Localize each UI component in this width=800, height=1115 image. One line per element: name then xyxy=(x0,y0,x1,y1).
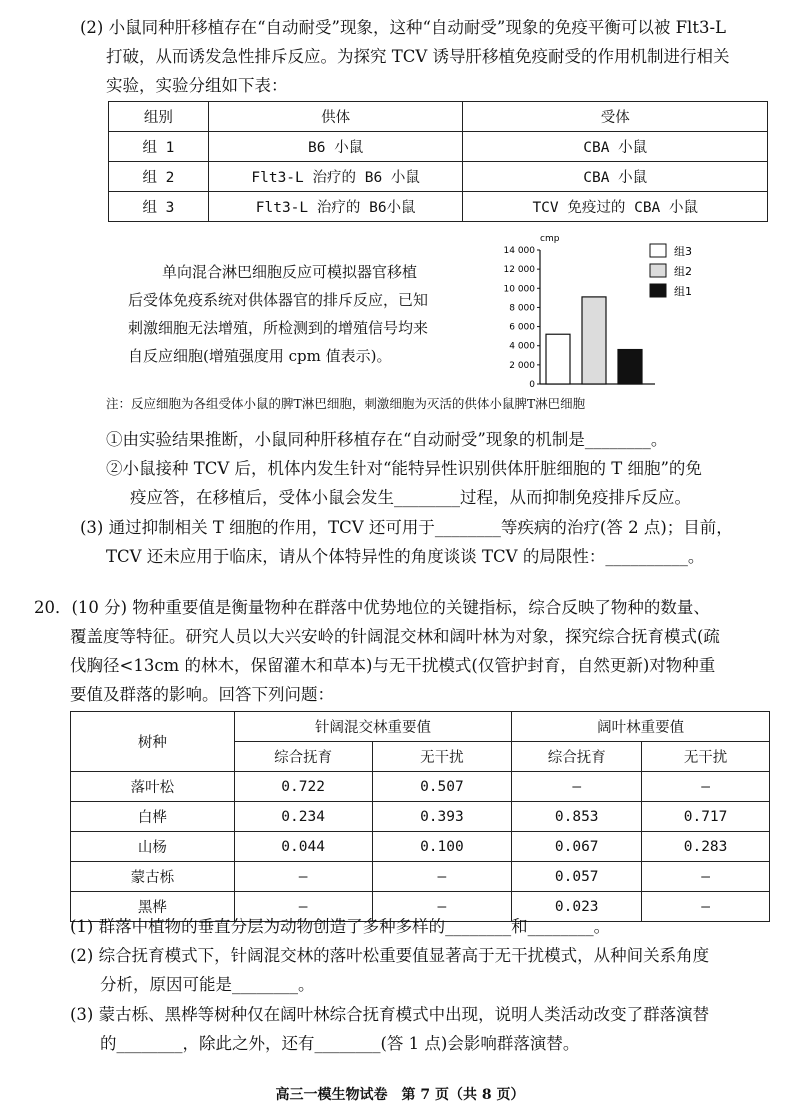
question-1: ①由实验结果推断，小鼠同种肝移植存在“自动耐受”现象的机制是________。 xyxy=(106,430,668,449)
y-tick-label: 10 000 xyxy=(503,284,535,295)
y-axis-label: cmp xyxy=(540,234,560,244)
table-cell: 0.067 xyxy=(512,832,642,862)
page-footer: 高三一模生物试卷 第 7 页（共 8 页） xyxy=(275,1087,525,1103)
table-cell: 0.057 xyxy=(512,862,642,892)
q20-sub3-line1: (3) 蒙古栎、黑桦等树种仅在阔叶林综合抚育模式中出现，说明人类活动改变了群落演替 xyxy=(70,1005,710,1024)
header-donor: 供体 xyxy=(208,102,463,132)
subheader: 无干扰 xyxy=(642,742,770,772)
table-cell: 0.023 xyxy=(512,892,642,922)
table-cell: CBA 小鼠 xyxy=(463,132,768,162)
species-cell: 山杨 xyxy=(71,832,235,862)
table-cell: 0.853 xyxy=(512,802,642,832)
table-cell: – xyxy=(642,892,770,922)
table-row xyxy=(71,802,770,832)
bar-3 xyxy=(618,350,642,384)
bar-1 xyxy=(546,334,570,384)
species-cell: 落叶松 xyxy=(71,772,235,802)
table-cell: 0.100 xyxy=(372,832,512,862)
subheader: 无干扰 xyxy=(372,742,512,772)
q20-sub2-line1: (2) 综合抚育模式下，针阔混交林的落叶松重要值显著高于无干扰模式，从种间关系角度 xyxy=(70,946,710,965)
subheader: 综合抚育 xyxy=(234,742,372,772)
table-cell: – xyxy=(234,892,372,922)
legend-swatch xyxy=(650,244,666,257)
species-cell: 蒙古栎 xyxy=(71,862,235,892)
legend-swatch xyxy=(650,264,666,277)
bars xyxy=(546,297,642,384)
header-broadleaf-forest: 阔叶林重要值 xyxy=(512,712,770,742)
section2-line3: 实验，实验分组如下表： xyxy=(106,76,288,95)
bar-2 xyxy=(582,297,606,384)
legend xyxy=(650,244,692,298)
table-cell: B6 小鼠 xyxy=(208,132,463,162)
table-row xyxy=(71,772,770,802)
table-cell: 0.393 xyxy=(372,802,512,832)
species-cell: 黑桦 xyxy=(71,892,235,922)
y-tick-label: 12 000 xyxy=(503,265,535,276)
q20-sub1: (1) 群落中植物的垂直分层为动物创造了多种多样的________和________。 xyxy=(70,917,611,936)
table-header-row xyxy=(109,102,768,132)
table-cell: – xyxy=(372,892,512,922)
table-cell: – xyxy=(642,772,770,802)
legend-swatch xyxy=(650,284,666,297)
species-cell: 白桦 xyxy=(71,802,235,832)
q20-sub2-line2: 分析，原因可能是________。 xyxy=(100,975,315,994)
header-mixed-forest: 针阔混交林重要值 xyxy=(234,712,512,742)
table-cell: 0.722 xyxy=(234,772,372,802)
y-tick-label: 8 000 xyxy=(509,303,535,314)
q20-line1: 20．(10 分) 物种重要值是衡量物种在群落中优势地位的关键指标，综合反映了物种的数量、 xyxy=(34,598,710,617)
table-row xyxy=(109,132,768,162)
subheader: 综合抚育 xyxy=(512,742,642,772)
y-tick-label: 14 000 xyxy=(503,246,535,256)
table-cell: CBA 小鼠 xyxy=(463,162,768,192)
q20-sub3-line2: 的________，除此之外，还有________(答 1 点)会影响群落演替。 xyxy=(100,1034,580,1053)
table-cell: 0.717 xyxy=(642,802,770,832)
legend-label: 组3 xyxy=(674,245,692,258)
chart-text-line3: 刺激细胞无法增殖，所检测到的增殖信号均来 xyxy=(128,319,429,337)
chart-text-line2: 后受体免疫系统对供体器官的排斥反应，已知 xyxy=(128,291,429,309)
table-cell: 组 3 xyxy=(109,192,209,222)
table-row xyxy=(109,192,768,222)
table-header-row xyxy=(71,712,770,742)
section2-line1: (2) 小鼠同种肝移植存在“自动耐受”现象，这种“自动耐受”现象的免疫平衡可以被 Flt3-L xyxy=(80,18,726,37)
chart-text-line1: 单向混合淋巴细胞反应可模拟器官移植 xyxy=(162,263,418,281)
table-row xyxy=(71,832,770,862)
y-tick-label: 4 000 xyxy=(509,341,535,352)
question-2-line2: 疫应答，在移植后，受体小鼠会发生________过程，从而抑制免疫排斥反应。 xyxy=(130,488,691,507)
y-tick-label: 0 xyxy=(529,380,535,390)
table-cell: – xyxy=(642,862,770,892)
table-cell: – xyxy=(234,862,372,892)
table-cell: 0.283 xyxy=(642,832,770,862)
cpm-bar-chart xyxy=(490,232,720,392)
section3-line2: TCV 还未应用于临床，请从个体特异性的角度谈谈 TCV 的局限性：__________。 xyxy=(106,547,705,566)
table-cell: 0.044 xyxy=(234,832,372,862)
chart-text-line4: 自反应细胞(增殖强度用 cpm 值表示)。 xyxy=(128,347,392,365)
importance-value-table xyxy=(70,711,770,922)
header-group: 组别 xyxy=(109,102,209,132)
q20-line4: 要值及群落的影响。回答下列问题： xyxy=(70,685,334,704)
y-ticks xyxy=(504,246,541,390)
table-cell: Flt3-L 治疗的 B6小鼠 xyxy=(208,192,463,222)
table-row xyxy=(109,162,768,192)
legend-label: 组2 xyxy=(674,265,692,278)
grouping-table xyxy=(108,101,768,222)
table-cell: TCV 免疫过的 CBA 小鼠 xyxy=(463,192,768,222)
question-2-line1: ②小鼠接种 TCV 后，机体内发生针对“能特异性识别供体肝脏细胞的 T 细胞”的免 xyxy=(106,459,702,478)
q20-line2: 覆盖度等特征。研究人员以大兴安岭的针阔混交林和阔叶林为对象，探究综合抚育模式(疏 xyxy=(70,627,720,646)
table-cell: – xyxy=(512,772,642,802)
table-cell: – xyxy=(372,862,512,892)
y-tick-label: 6 000 xyxy=(509,322,535,333)
table-cell: Flt3-L 治疗的 B6 小鼠 xyxy=(208,162,463,192)
table-cell: 0.234 xyxy=(234,802,372,832)
figure-note: 注：反应细胞为各组受体小鼠的脾T淋巴细胞，刺激细胞为灭活的供体小鼠脾T淋巴细胞 xyxy=(106,396,586,411)
table-row xyxy=(71,862,770,892)
section3-line1: (3) 通过抑制相关 T 细胞的作用，TCV 还可用于________等疾病的治疗(答 2 点)；目前， xyxy=(80,518,733,537)
table-cell: 组 1 xyxy=(109,132,209,162)
q20-line3: 伐胸径<13cm 的林木，保留灌木和草本)与无干扰模式(仅管护封育，自然更新)对物种重 xyxy=(70,656,716,675)
section2-line2: 打破，从而诱发急性排斥反应。为探究 TCV 诱导肝移植免疫耐受的作用机制进行相关 xyxy=(106,47,730,66)
header-species: 树种 xyxy=(71,712,235,772)
table-cell: 0.507 xyxy=(372,772,512,802)
table-cell: 组 2 xyxy=(109,162,209,192)
header-recipient: 受体 xyxy=(463,102,768,132)
legend-label: 组1 xyxy=(674,285,692,298)
y-tick-label: 2 000 xyxy=(509,360,535,371)
